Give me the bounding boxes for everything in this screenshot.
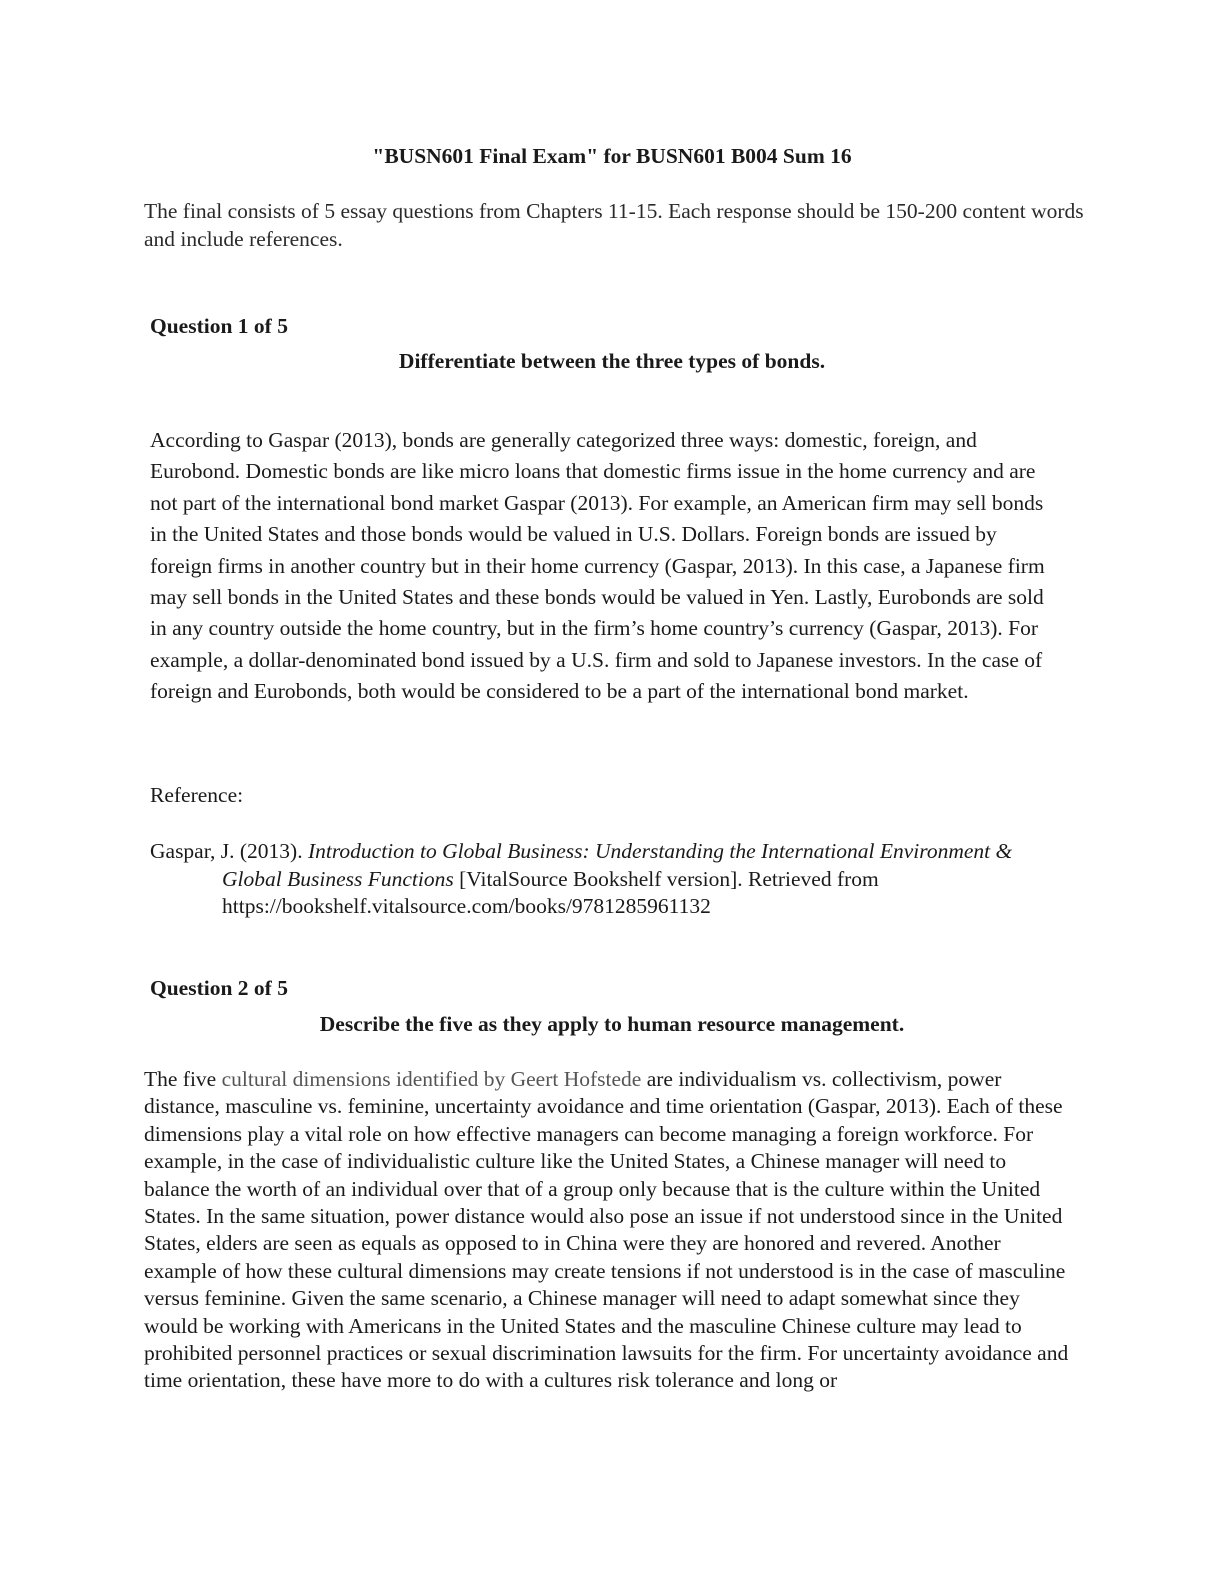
question-2-answer	[144, 1066, 1069, 1395]
exam-title: "BUSN601 Final Exam" for BUSN601 B004 Sum 16	[372, 144, 852, 168]
question-1-title	[0, 349, 1224, 374]
question-2-answer-start: The five	[144, 1067, 222, 1091]
reference-source: [VitalSource Bookshelf version]. Retrieved from https://bookshelf.vitalsource.com/books/9781285961132	[222, 866, 879, 918]
question-2-heading: Question 2 of 5	[150, 976, 288, 1000]
question-1-title-text: Differentiate between the three types of bonds.	[398, 349, 826, 373]
exam-intro: The final consists of 5 essay questions from Chapters 11-15. Each response should be 150-200 content words and include references.	[144, 199, 1084, 251]
question-2-title: Describe the five as they apply to human resource management.	[319, 1012, 905, 1036]
reference-label: Reference:	[150, 783, 244, 807]
question-2-answer-rest: are individualism vs. collectivism, power distance, masculine vs. feminine, uncertainty avoidance and time orientation (Gaspar, 2013). Each of these dimensions play a vital role on how effective managers can become managing a foreign workforce. For example, in the case of individualistic culture like the United States, a Chinese manager will need to balance the worth of an individual over that of a group only because that is the culture within the United States. In the same situation, power distance would also pose an issue if not understood since in the United States, elders are seen as equals as opposed to in China were they are honored and revered. Another example of how these cultural dimensions may create tensions if not understood is in the case of masculine versus feminine. Given the same scenario, a Chinese manager will need to adapt somewhat since they would be working with Americans in the United States and the masculine Chinese culture may lead to prohibited personnel practices or sexual discrimination lawsuits for the firm. For uncertainty avoidance and time orientation, these have more to do with a cultures risk tolerance and long or	[144, 1067, 1069, 1393]
question-1-answer: According to Gaspar (2013), bonds are generally categorized three ways: domestic, foreign, and Eurobond. Domestic bonds are like micro loans that domestic firms issue in the home currency and are not part of the international bond market Gaspar (2013). For example, an American firm may sell bonds in the United States and those bonds would be valued in U.S. Dollars. Foreign bonds are issued by foreign firms in another country but in their home currency (Gaspar, 2013). In this case, a Japanese firm may sell bonds in the United States and these bonds would be valued in Yen. Lastly, Eurobonds are sold in any country outside the home country, but in the firm’s home country’s currency (Gaspar, 2013). For example, a dollar-denominated bond issued by a U.S. firm and sold to Japanese investors. In the case of foreign and Eurobonds, both would be considered to be a part of the international bond market.	[150, 428, 1045, 704]
question-2-answer-highlight: cultural dimensions identified by Geert Hofstede	[221, 1067, 642, 1091]
reference-author: Gaspar, J. (2013).	[150, 839, 308, 863]
reference-book-title: Introduction to Global Business: Understanding the International Environment & Global Business Functions	[222, 839, 1013, 891]
question-1-heading: Question 1 of 5	[150, 314, 288, 338]
reference-citation	[150, 838, 1052, 921]
